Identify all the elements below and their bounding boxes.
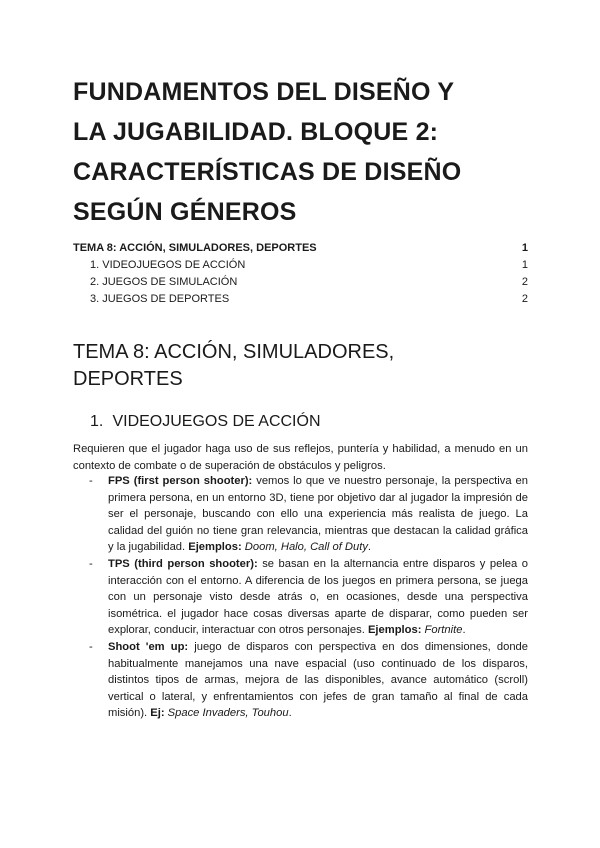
toc-entry-label: 3. JUEGOS DE DEPORTES	[90, 293, 230, 305]
heading-line: TEMA 8: ACCIÓN, SIMULADORES,	[73, 341, 395, 363]
item-example-label: Ej:	[150, 707, 165, 720]
item-term: FPS (first person shooter):	[108, 475, 253, 487]
document-title	[73, 72, 543, 232]
list-dash: -	[89, 640, 93, 653]
toc-entry-page: 1	[521, 259, 528, 271]
list-dash: -	[89, 475, 93, 487]
subsection-title: VIDEOJUEGOS DE ACCIÓN	[112, 413, 321, 430]
title-line: FUNDAMENTOS DEL DISEÑO Y	[73, 78, 455, 106]
item-example-text: Doom, Halo, Call of Duty	[241, 541, 368, 554]
list-dash: -	[89, 557, 93, 570]
toc-entry[interactable]	[73, 274, 528, 291]
toc-entry-page: 2	[521, 293, 528, 305]
item-example-end: .	[367, 541, 372, 554]
title-line: CARACTERÍSTICAS DE DISEÑO	[73, 158, 462, 186]
toc-entry-page: 1	[521, 242, 528, 254]
list-item	[73, 639, 528, 722]
section-heading	[73, 339, 533, 393]
item-example-label: Ejemplos:	[188, 541, 242, 554]
item-example-label: Ejemplos:	[367, 624, 422, 637]
toc-entry[interactable]	[73, 291, 528, 308]
subsection-number: 1.	[90, 413, 104, 430]
item-example-text: Fortnite	[421, 624, 463, 637]
item-text: juego de disparos con perspectiva en dos dimensiones, donde habitualmente manejamos una nave espacial (uso continuado de los disparos, distintos tipos de armas, mejora de las disponibles, avance automático (scroll) vertical o lateral, y enfrentamientos con jefes de gran tamaño al final de cada misión).	[108, 640, 528, 720]
item-text: vemos lo que ve nuestro personaje, la perspectiva en primera persona, en un entorno 3D, tiene por objetivo dar al jugador la impresión de ser el personaje, buscando con ello una experiencia más realista de juego. La calidad del guión no tiene gran relevancia, mientras que destacan la calidad gráfica y la jugabilidad.	[108, 475, 528, 554]
heading-line: DEPORTES	[73, 368, 183, 390]
toc-entry-label: TEMA 8: ACCIÓN, SIMULADORES, DEPORTES	[73, 242, 317, 254]
list-item	[73, 556, 528, 639]
item-term: TPS (third person shooter):	[108, 557, 258, 570]
subsection-heading	[90, 413, 321, 431]
toc-entry-label: 1. VIDEOJUEGOS DE ACCIÓN	[90, 259, 246, 271]
item-example-text: Space Invaders, Touhou	[164, 707, 289, 720]
item-text: se basan en la alternancia entre disparos y pelea o interacción con el entorno. A diferencia de los juegos en primera persona, se juega con un personaje visto desde atrás o, en ocasiones, desde una perspectiva isométrica. el jugador hace cosas diversas aparte de disparar, como pueden ser explorar, conducir, interactuar con otros personajes.	[108, 557, 528, 637]
item-term: Shoot 'em up:	[108, 640, 189, 653]
list-item	[73, 473, 528, 556]
title-line: SEGÚN GÉNEROS	[73, 198, 297, 226]
item-example-end: .	[288, 707, 292, 720]
table-of-contents	[73, 240, 528, 308]
toc-entry-page: 2	[521, 276, 528, 288]
toc-entry-main[interactable]	[73, 240, 528, 257]
item-example-end: .	[462, 624, 466, 637]
title-line: LA JUGABILIDAD. BLOQUE 2:	[73, 118, 439, 146]
toc-entry-label: 2. JUEGOS DE SIMULACIÓN	[90, 276, 238, 288]
genre-list	[73, 473, 528, 722]
toc-entry[interactable]	[73, 257, 528, 274]
intro-paragraph: Requieren que el jugador haga uso de sus reflejos, puntería y habilidad, a menudo en un contexto de combate o de superación de obstáculos y peligros.	[73, 443, 528, 472]
